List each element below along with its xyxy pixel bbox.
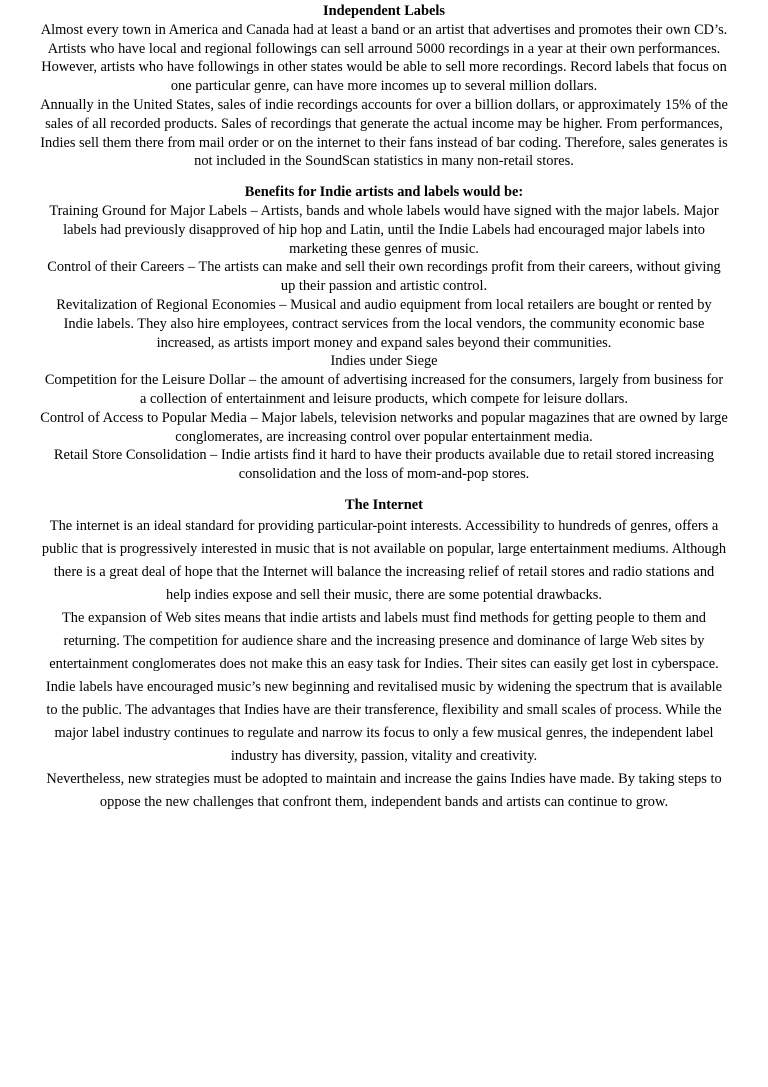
- paragraph-indie-labels-encouraged: Indie labels have encouraged music’s new beginning and revitalised music by widening the spectrum that is available to the public. The advantages that Indies have are their transference, flexibility and small scales of process. While the major label industry continues to regulate and narrow its focus to only a few musical genres, the independent label industry has diversity, passion, vitality and creativity.: [45, 678, 723, 764]
- paragraph-revitalization: Revitalization of Regional Economies – Musical and audio equipment from local retailers are bought or rented by Indie labels. They also hire employees, contract services from the local vendors, the community economic base increased, as artists import money and expand sales beyond their communities.: [56, 296, 712, 351]
- paragraph-popular-media: Control of Access to Popular Media – Major labels, television networks and popular magazines that are owned by large conglomerates, are increasing control over popular entertainment media.: [40, 409, 728, 445]
- paragraph-leisure-dollar: Competition for the Leisure Dollar – the amount of advertising increased for the consumers, largely from business for a collection of entertainment and leisure products, which compete for leisure dollars.: [44, 372, 724, 407]
- heading-indies-under-siege: Indies under Siege: [330, 353, 438, 370]
- paragraph-annual-sales: Annually in the United States, sales of indie recordings accounts for over a billion dollars, or approximately 15% of the sales of all recorded products. Sales of recordings that generate the actual income may be higher. From performances, Indies sell them there from mail order or on the internet to their fans instead of bar coding. Therefore, sales generates is not included in the SoundScan statistics in many non-retail stores.: [40, 96, 728, 170]
- paragraph-training-ground: Training Ground for Major Labels – Artists, bands and whole labels would have signed with the major labels. Major labels had previously disapproved of hip hop and Latin, until the Indie Labels had encouraged major labels into marketing these genres of music.: [49, 202, 719, 257]
- paragraph-control-of-careers: Control of their Careers – The artists can make and sell their own recordings profit from their careers, without giving up their passion and artistic control.: [47, 259, 721, 295]
- paragraph-internet-standard: The internet is an ideal standard for providing particular-point interests. Accessibility to hundreds of genres, offers a public that is progressively interested in music that is not available on popular, large entertainment mediums. Although there is a great deal of hope that the Internet will balance the increasing relief of retail stores and radio stations and help indies expose and sell their music, there are some potential drawbacks.: [41, 517, 727, 603]
- paragraph-retail-consolidation: Retail Store Consolidation – Indie artists find it hard to have their products available due to retail stored increasing consolidation and the loss of mom-and-pop stores.: [53, 447, 715, 483]
- paragraph-web-sites-expansion: The expansion of Web sites means that indie artists and labels must find methods for getting people to them and returning. The competition for audience share and the increasing presence and dominance of large Web sites by entertainment conglomerates does not make this an easy task for Indies. Their sites can easily get lost in cyberspace.: [49, 609, 719, 672]
- heading-benefits: Benefits for Indie artists and labels would be:: [244, 184, 524, 201]
- heading-independent-labels: Independent Labels: [323, 3, 445, 19]
- paragraph-independent-labels-intro: Almost every town in America and Canada had at least a band or an artist that advertises and promotes their own CD’s. Artists who have local and regional followings can sell arround 5000 recordings in a year at their own performances. However, artists who have followings in other states would be able to sell more recordings. Record labels that focus on one particular genre, can have more incomes up to several million dollars.: [40, 21, 728, 95]
- heading-the-internet: The Internet: [345, 496, 423, 513]
- paragraph-nevertheless: Nevertheless, new strategies must be adopted to maintain and increase the gains Indies have made. By taking steps to oppose the new challenges that confront them, independent bands and artists can continue to grow.: [46, 770, 722, 810]
